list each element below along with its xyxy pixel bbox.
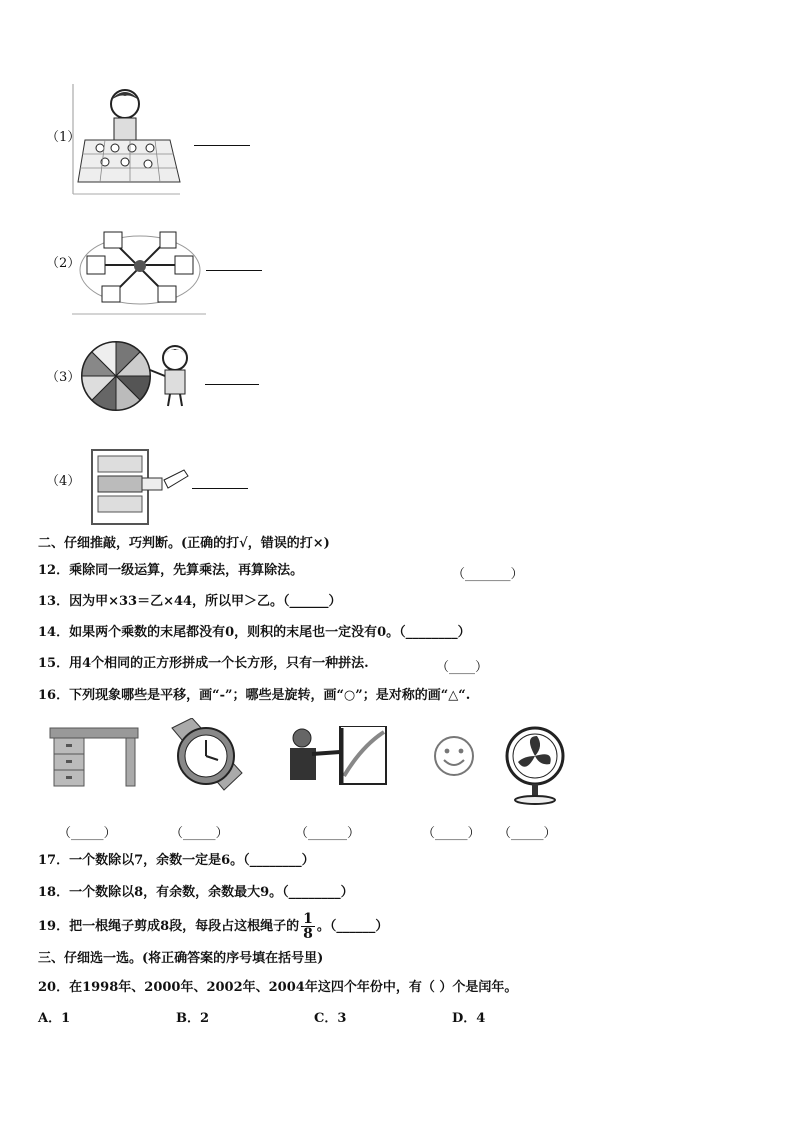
option-d[interactable]: D．4 <box>452 1011 486 1026</box>
fraction-denominator: 8 <box>303 926 313 942</box>
chess-boy-image <box>70 82 182 196</box>
question-18: 18．一个数除以8，有余数，余数最大9。（________） <box>38 885 354 900</box>
question-13: 13．因为甲×33＝乙×44，所以甲＞乙。（______） <box>38 594 342 609</box>
q16-answer-smiley[interactable]: （_____） <box>422 826 481 841</box>
option-b[interactable]: B．2 <box>176 1011 210 1026</box>
question-19 <box>38 912 388 941</box>
figure-label-1: （1） <box>46 130 81 145</box>
figure-label-2: （2） <box>46 256 81 271</box>
question-19-answer: 。（______） <box>316 919 389 934</box>
question-19-text: 19．把一根绳子剪成8段，每段占这根绳子的 <box>38 919 300 934</box>
window-push-image <box>282 726 388 786</box>
wristwatch-image <box>162 718 248 798</box>
q16-answer-watch[interactable]: （_____） <box>170 826 229 841</box>
smiley-face-image <box>432 734 476 778</box>
question-15: 15．用4个相同的正方形拼成一个长方形，只有一种拼法. <box>38 656 369 671</box>
desk-image <box>48 724 140 790</box>
answer-blank-2[interactable] <box>206 269 262 271</box>
section-2-heading: 二、仔细推敲，巧判断。(正确的打√，错误的打×) <box>38 536 330 551</box>
drawer-cabinet-image <box>88 446 192 528</box>
figure-label-4: （4） <box>46 474 81 489</box>
answer-blank-4[interactable] <box>192 487 248 489</box>
fraction-numerator: 1 <box>303 911 313 927</box>
spinning-ride-image <box>72 220 208 316</box>
question-16: 16．下列现象哪些是平移，画“-”；哪些是旋转，画“○”；是对称的画“△“. <box>38 688 471 703</box>
q16-answer-window[interactable]: （______） <box>295 826 361 841</box>
question-17: 17．一个数除以7，余数一定是6。（________） <box>38 853 315 868</box>
q16-answer-fan[interactable]: （_____） <box>498 826 557 841</box>
question-12: 12．乘除同一级运算，先算乘法，再算除法。 <box>38 563 304 578</box>
answer-blank-1[interactable] <box>194 144 250 146</box>
fraction-one-eighth <box>301 912 315 941</box>
question-12-answer[interactable]: （_______） <box>452 567 524 582</box>
q16-answer-desk[interactable]: （_____） <box>58 826 117 841</box>
question-15-answer[interactable]: （____） <box>436 660 489 675</box>
answer-blank-3[interactable] <box>205 383 259 385</box>
option-a[interactable]: A．1 <box>38 1011 71 1026</box>
figure-label-3: （3） <box>46 370 81 385</box>
section-3-heading: 三、仔细选一选。(将正确答案的序号填在括号里) <box>38 951 324 966</box>
prize-wheel-girl-image <box>80 340 200 412</box>
option-c[interactable]: C．3 <box>314 1011 347 1026</box>
electric-fan-image <box>502 726 568 806</box>
question-20: 20．在1998年、2000年、2002年、2004年这四个年份中，有（ ）个是闰年。 <box>38 980 518 995</box>
question-14: 14．如果两个乘数的末尾都没有0，则积的末尾也一定没有0。（________） <box>38 625 471 640</box>
